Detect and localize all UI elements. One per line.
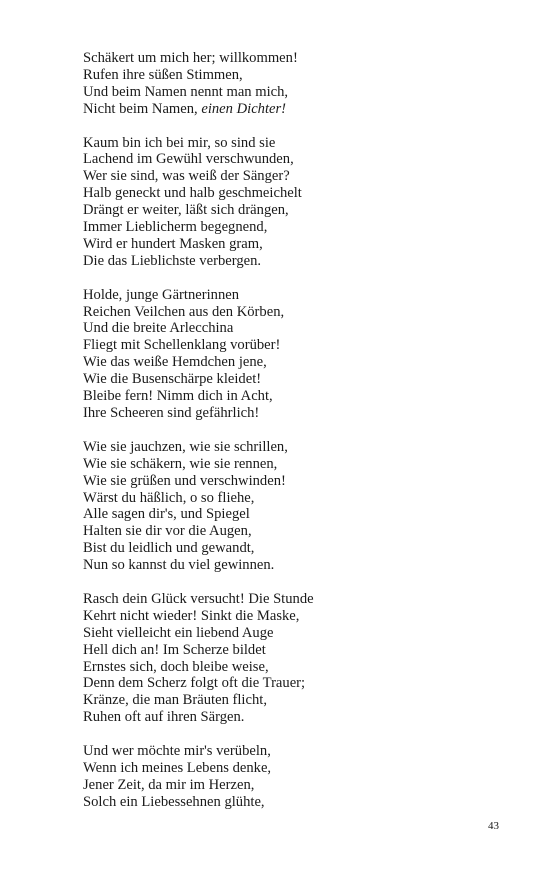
poem-text — [83, 50, 503, 828]
poem-line: Kaum bin ich bei mir, so sind sie — [83, 134, 276, 151]
poem-line: Ernstes sich, doch bleibe weise, — [83, 658, 269, 675]
page-number: 43 — [488, 820, 499, 832]
poem-line: Und die breite Arlecchina — [83, 320, 234, 337]
poem-line: Und wer möchte mir's verübeln, — [83, 743, 271, 760]
italic-phrase: einen Dichter! — [201, 100, 287, 117]
stanza-6 — [83, 743, 503, 811]
poem-line: Kehrt nicht wieder! Sinkt die Maske, — [83, 607, 300, 624]
poem-line: Halb geneckt und halb geschmeichelt — [83, 185, 302, 202]
poem-line: Reichen Veilchen aus den Körben, — [83, 303, 285, 320]
poem-line: Alle sagen dir's, und Spiegel — [83, 506, 250, 523]
stanza-1 — [83, 50, 503, 118]
poem-line: Hell dich an! Im Scherze bildet — [83, 641, 266, 658]
poem-line: Ihre Scheeren sind gefährlich! — [83, 405, 260, 421]
poem-line: Fliegt mit Schellenklang vorüber! — [83, 337, 281, 354]
poem-line: Die das Lieblichste verbergen. — [83, 252, 262, 269]
poem-line: Sieht vielleicht ein liebend Auge — [83, 624, 274, 641]
poem-line: Wenn ich meines Lebens denke, — [83, 759, 272, 776]
poem-line: Wie das weiße Hemdchen jene, — [83, 354, 267, 371]
poem-line-text: Nicht beim Namen, — [83, 100, 202, 117]
poem-line: Holde, junge Gärtnerinnen — [83, 286, 240, 303]
stanza-4 — [83, 439, 503, 574]
poem-line: Lachend im Gewühl verschwunden, — [83, 151, 294, 168]
poem-line: Wärst du häßlich, o so fliehe, — [83, 489, 255, 506]
poem-line: Halten sie dir vor die Augen, — [83, 523, 252, 540]
poem-line: Kränze, die man Bräuten flicht, — [83, 692, 267, 709]
stanza-5 — [83, 591, 503, 726]
poem-line: Wird er hundert Masken gram, — [83, 235, 263, 252]
poem-line: Drängt er weiter, läßt sich drängen, — [83, 202, 289, 219]
poem-line: Jener Zeit, da mir im Herzen, — [83, 776, 255, 793]
poem-line: Bleibe fern! Nimm dich in Acht, — [83, 388, 273, 405]
poem-line: Immer Lieblicherm begegnend, — [83, 219, 268, 236]
poem-line: Nun so kannst du viel gewinnen. — [83, 557, 275, 574]
poem-line: Wie sie grüßen und verschwinden! — [83, 472, 286, 489]
stanza-3 — [83, 287, 503, 422]
poem-line: Schäkert um mich her; willkommen! — [83, 50, 298, 66]
poem-line — [83, 101, 503, 118]
poem-line: Wie die Busenschärpe kleidet! — [83, 371, 262, 388]
poem-line: Wer sie sind, was weiß der Sänger? — [83, 168, 290, 185]
poem-line: Rufen ihre süßen Stimmen, — [83, 66, 243, 83]
poem-line: Denn dem Scherz folgt oft die Trauer; — [83, 675, 306, 692]
poem-line: Ruhen oft auf ihren Särgen. — [83, 709, 245, 726]
poem-line: Wie sie schäkern, wie sie rennen, — [83, 455, 278, 472]
poem-line: Und beim Namen nennt man mich, — [83, 83, 289, 100]
stanza-2 — [83, 135, 503, 270]
poem-line: Bist du leidlich und gewandt, — [83, 540, 255, 557]
poem-line: Rasch dein Glück versucht! Die Stunde — [83, 590, 314, 607]
poem-line: Wie sie jauchzen, wie sie schrillen, — [83, 438, 288, 455]
poem-line: Solch ein Liebessehnen glühte, — [83, 793, 265, 810]
